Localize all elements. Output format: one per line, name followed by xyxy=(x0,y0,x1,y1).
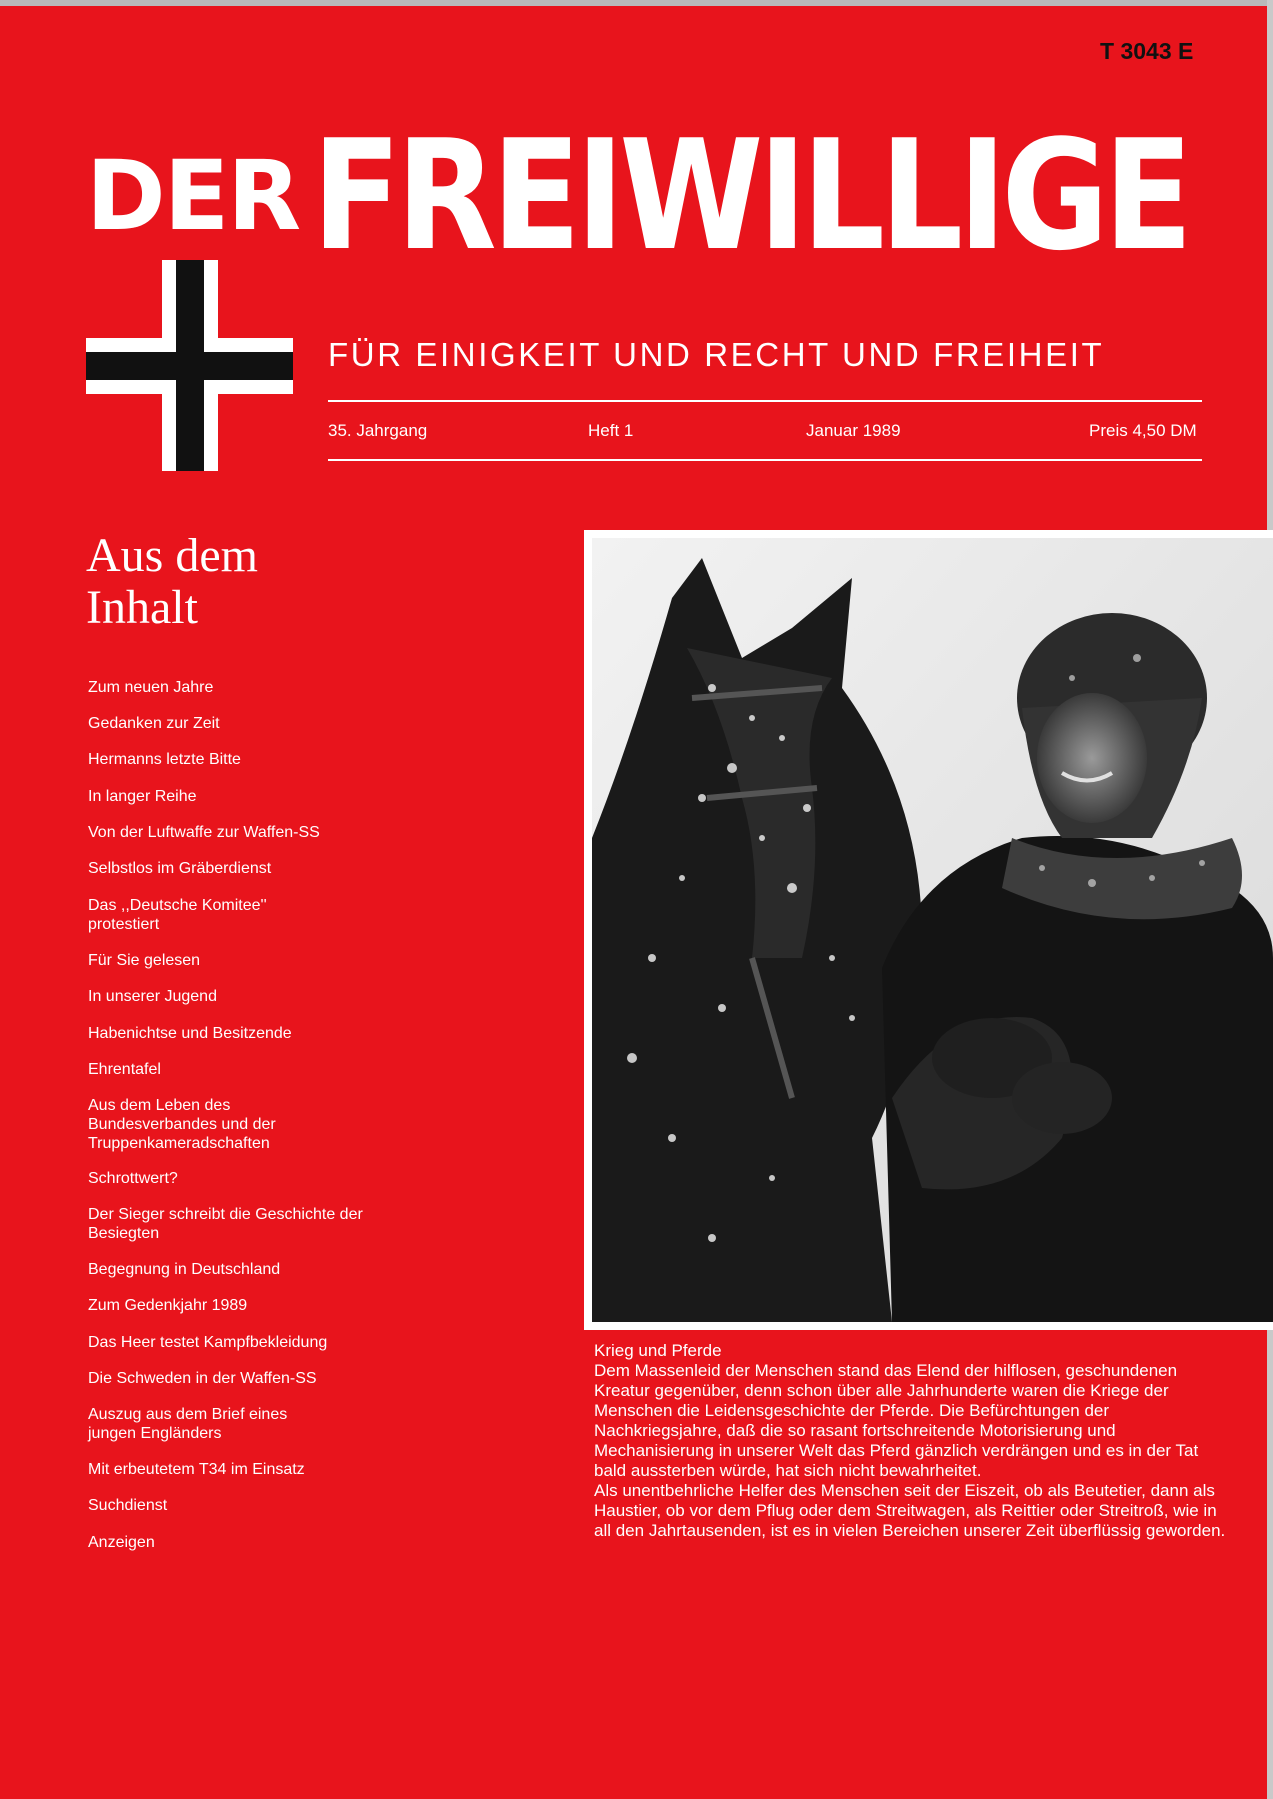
cover-photo xyxy=(592,538,1273,1322)
toc-item: Gedanken zur Zeit xyxy=(88,715,220,732)
issue-date: Januar 1989 xyxy=(806,421,901,440)
issue-year: 35. Jahrgang xyxy=(328,421,428,440)
toc-item: Mit erbeutetem T34 im Einsatz xyxy=(88,1461,305,1478)
toc-item: Zum Gedenkjahr 1989 xyxy=(88,1297,248,1314)
masthead-title: FREIWILLIGE xyxy=(312,107,1188,284)
toc-item: Der Sieger schreibt die Geschichte der Besiegten xyxy=(88,1206,363,1242)
toc-item: Das ,,Deutsche Komitee'' protestiert xyxy=(88,897,267,933)
toc-item: Von der Luftwaffe zur Waffen-SS xyxy=(88,824,320,841)
toc-item: In langer Reihe xyxy=(88,788,197,805)
toc-item: In unserer Jugend xyxy=(88,988,217,1005)
iron-cross-icon xyxy=(86,260,293,471)
horse-and-soldier-photo xyxy=(592,538,1273,1322)
toc-item: Begegnung in Deutschland xyxy=(88,1261,281,1278)
toc-item: Die Schweden in der Waffen-SS xyxy=(88,1370,317,1387)
toc-item: Suchdienst xyxy=(88,1497,168,1514)
cover-photo-frame xyxy=(584,530,1273,1330)
toc-heading xyxy=(86,530,258,634)
toc-heading-line2: Inhalt xyxy=(86,581,198,634)
toc-item: Auszug aus dem Brief eines jungen Engländers xyxy=(88,1406,288,1442)
toc-heading-line1: Aus dem xyxy=(86,529,258,582)
photo-caption xyxy=(594,1341,1234,1541)
publication-code: T 3043 E xyxy=(1100,38,1194,64)
toc-item: Das Heer testet Kampfbekleidung xyxy=(88,1334,328,1351)
toc-item: Schrottwert? xyxy=(88,1170,178,1187)
toc-item: Hermanns letzte Bitte xyxy=(88,751,241,768)
toc-item: Habenichtse und Besitzende xyxy=(88,1025,292,1042)
toc-item: Zum neuen Jahre xyxy=(88,679,214,696)
issue-number: Heft 1 xyxy=(588,421,634,440)
rule-top xyxy=(328,400,1202,402)
rule-bottom xyxy=(328,459,1202,461)
caption-title: Krieg und Pferde xyxy=(594,1341,722,1360)
issue-price: Preis 4,50 DM xyxy=(1089,421,1197,440)
masthead-motto: FÜR EINIGKEIT UND RECHT UND FREIHEIT xyxy=(328,336,1105,373)
scan-edge-top xyxy=(0,0,1273,6)
toc-item: Anzeigen xyxy=(88,1534,155,1551)
toc-item: Für Sie gelesen xyxy=(88,952,201,969)
toc-item: Ehrentafel xyxy=(88,1061,161,1078)
toc-item: Selbstlos im Gräberdienst xyxy=(88,860,272,877)
caption-paragraph-1: Dem Massenleid der Menschen stand das Elend der hilflosen, geschundenen Kreatur gegenüber, denn schon über alle Jahrhunderte waren die Kriege der Menschen die Leidensgeschichte der Pferde. Die Befürchtungen der Nachkriegsjahre, daß die so rasant fortschreitende Motorisierung und Mechanisierung in unserer Welt das Pferd gänzlich verdrängen und es in der Tat bald aussterben würde, hat sich nicht bewahrheitet. xyxy=(594,1361,1199,1480)
masthead-der: DER xyxy=(86,140,300,252)
toc-item: Aus dem Leben des Bundesverbandes und der Truppenkameradschaften xyxy=(88,1097,276,1152)
caption-paragraph-2: Als unentbehrliche Helfer des Menschen seit der Eiszeit, ob als Beutetier, dann als Haustier, ob vor dem Pflug oder dem Streitwagen, als Reittier oder Streitroß, wie in all den Jahrtausenden, ist es in vielen Bereichen unserer Zeit überflüssig geworden. xyxy=(594,1481,1226,1540)
